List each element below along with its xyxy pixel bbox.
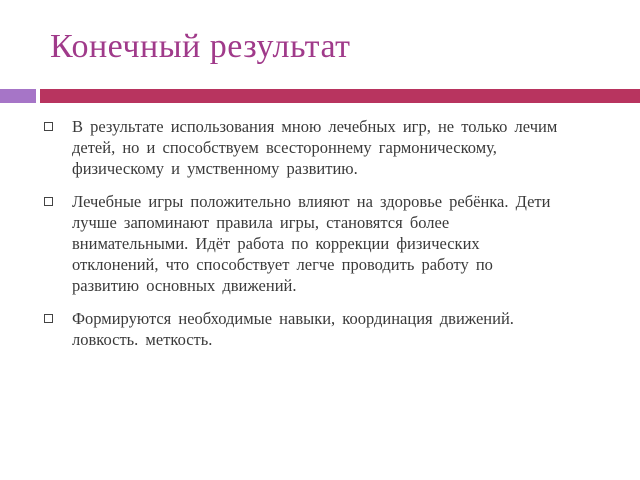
bullet-text-line: отклонений, что способствует легче проводить работу по	[72, 255, 493, 274]
bullet-text-line: физическому и умственному развитию.	[72, 159, 358, 178]
bullet-item	[44, 308, 604, 350]
bullet-text-line: Формируются необходимые навыки, координация движений.	[72, 309, 514, 328]
bullet-item	[44, 116, 604, 179]
bullet-list	[44, 116, 604, 362]
accent-bar-right	[40, 89, 640, 103]
bullet-text-line: лучше запоминают правила игры, становятся более	[72, 213, 450, 232]
square-bullet-icon	[44, 314, 53, 323]
square-bullet-icon	[44, 197, 53, 206]
slide-title: Конечный результат	[50, 28, 351, 65]
accent-bar-left	[0, 89, 36, 103]
bullet-text-line: внимательными. Идёт работа по коррекции физических	[72, 234, 480, 253]
bullet-text-line: развитию основных движений.	[72, 276, 297, 295]
square-bullet-icon	[44, 122, 53, 131]
bullet-text-line: В результате использования мною лечебных игр, не только лечим	[72, 117, 558, 136]
bullet-item	[44, 191, 604, 296]
bullet-text-line: ловкость. меткость.	[72, 330, 213, 349]
bullet-text-line: детей, но и способствуем всестороннему гармоническому,	[72, 138, 497, 157]
bullet-text-line: Лечебные игры положительно влияют на здоровье ребёнка. Дети	[72, 192, 551, 211]
